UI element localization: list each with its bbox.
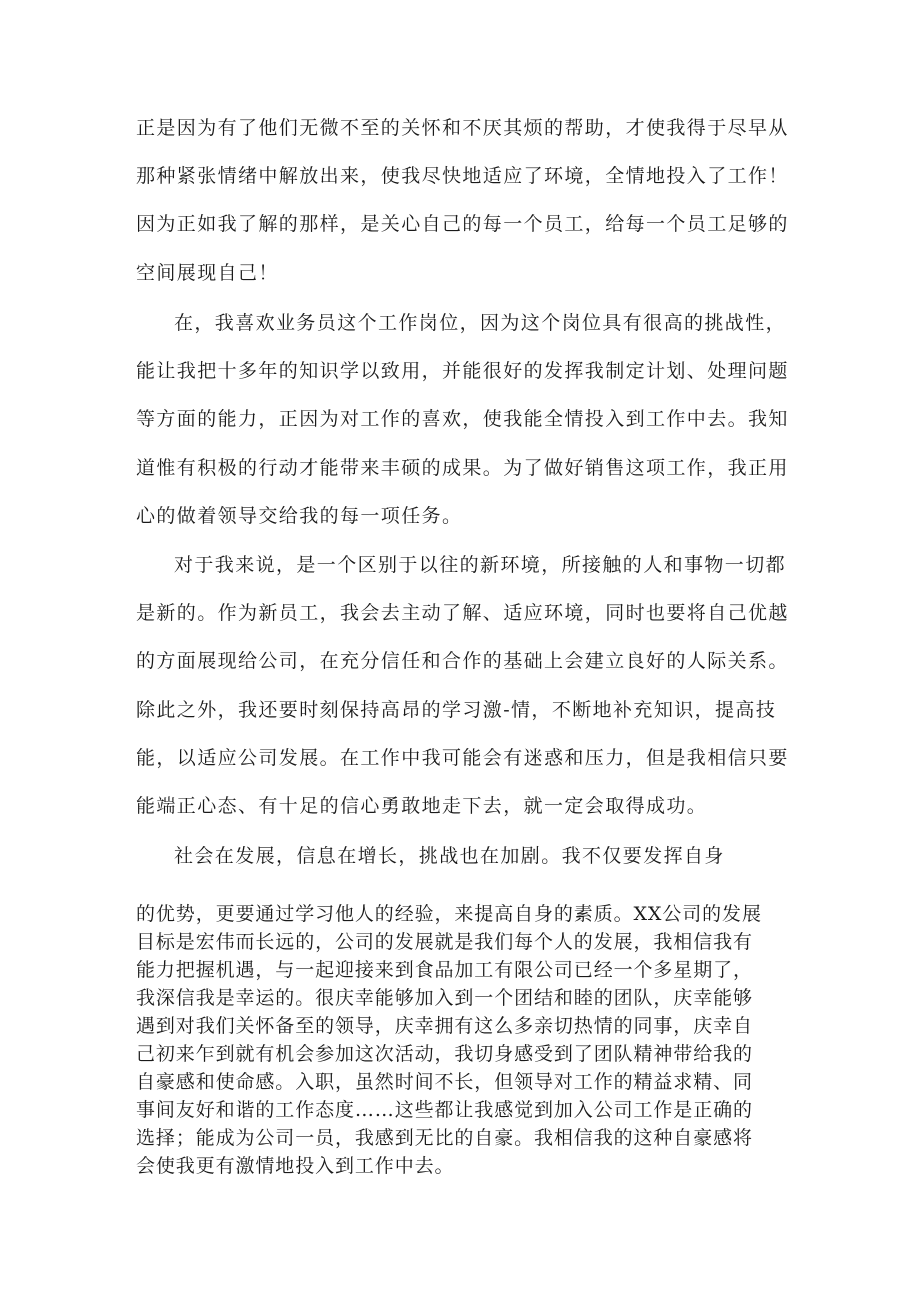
- text-line: 社会在发展，信息在增长，挑战也在加剧。我不仅要发挥自身: [174, 845, 725, 867]
- text-line: 遇到对我们关怀备至的领导，庆幸拥有这么多亲切热情的同事，庆幸自: [136, 1015, 753, 1037]
- text-line: 己初来乍到就有机会参加这次活动，我切身感受到了团队精神带给我的: [136, 1043, 753, 1065]
- text-line: 空间展现自己！: [136, 261, 279, 284]
- text-line: 目标是宏伟而长远的，公司的发展就是我们每个人的发展，我相信我有: [136, 931, 753, 953]
- text-line: 对于我来说，是一个区别于以往的新环境，所接触的人和事物一切都: [174, 554, 787, 576]
- text-line: 能让我把十多年的知识学以致用，并能很好的发挥我制定计划、处理问题: [136, 360, 789, 383]
- text-line: 能端正心态、有十足的信心勇敢地走下去，就一定会取得成功。: [136, 794, 708, 817]
- text-line: 除此之外，我还要时刻保持高昂的学习激-情，不断地补充知识，提高技: [136, 698, 777, 721]
- paragraph-2: [136, 299, 789, 540]
- text-line: 是新的。作为新员工，我会去主动了解、适应环境，同时也要将自己优越: [136, 602, 789, 625]
- text-line: 的方面展现给公司，在充分信任和合作的基础上会建立良好的人际关系。: [136, 650, 789, 673]
- text-line: 自豪感和使命感。入职，虽然时间不长，但领导对工作的精益求精、同: [136, 1071, 753, 1093]
- text-line: 的优势，更要通过学习他人的经验，来提高自身的素质。XX公司的发展: [136, 903, 762, 925]
- text-line: 我深信我是幸运的。很庆幸能够加入到一个团结和睦的团队，庆幸能够: [136, 987, 753, 1009]
- paragraph-5: [136, 900, 786, 1180]
- text-line: 道惟有积极的行动才能带来丰硕的成果。为了做好销售这项工作，我正用: [136, 456, 789, 479]
- text-line: 因为正如我了解的那样，是关心自己的每一个员工，给每一个员工足够的: [136, 213, 789, 236]
- text-line: 会使我更有激情地投入到工作中去。: [136, 1155, 455, 1177]
- text-line: 能力把握机遇，与一起迎接来到食品加工有限公司已经一个多星期了，: [136, 959, 753, 981]
- paragraph-1: [136, 104, 789, 297]
- paragraph-3: [136, 541, 789, 830]
- text-line: 能，以适应公司发展。在工作中我可能会有迷惑和压力，但是我相信只要: [136, 746, 789, 769]
- text-line: 那种紧张情绪中解放出来，使我尽快地适应了环境，全情地投入了工作！: [136, 165, 789, 188]
- text-line: 事间友好和谐的工作态度……这些都让我感觉到加入公司工作是正确的: [136, 1099, 753, 1121]
- text-line: 在，我喜欢业务员这个工作岗位，因为这个岗位具有很高的挑战性，: [174, 312, 787, 334]
- text-line: 心的做着领导交给我的每一项任务。: [136, 504, 463, 527]
- text-line: 等方面的能力，正因为对工作的喜欢，使我能全情投入到工作中去。我知: [136, 408, 789, 431]
- text-line: 正是因为有了他们无微不至的关怀和不厌其烦的帮助，才使我得于尽早从: [136, 117, 789, 139]
- text-line: 选择；能成为公司一员，我感到无比的自豪。我相信我的这种自豪感将: [136, 1127, 753, 1149]
- paragraph-4: [136, 832, 786, 880]
